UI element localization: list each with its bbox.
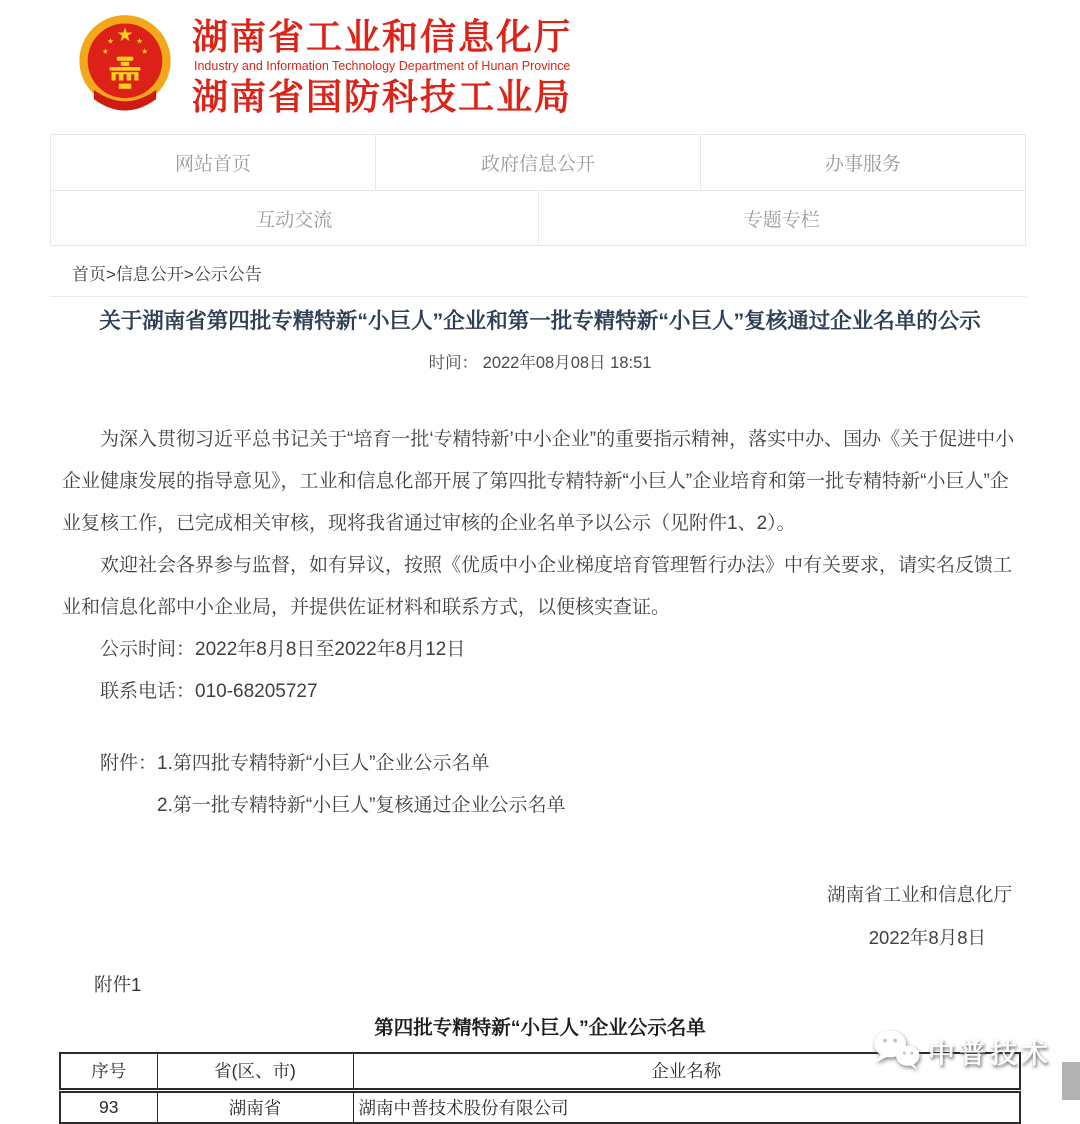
national-emblem-icon <box>72 11 178 123</box>
sign-date: 2022年8月8日 <box>868 927 986 948</box>
annex-table <box>59 1052 1021 1124</box>
cell-index: 93 <box>60 1090 157 1123</box>
nav-item-services[interactable]: 办事服务 <box>700 135 1025 190</box>
org-name-english: Industry and Information Technology Department of Hunan Province <box>194 59 571 73</box>
breadcrumb[interactable]: 首页>信息公开>公示公告 <box>72 265 262 284</box>
nav-row-1 <box>51 135 1025 190</box>
table-header-row <box>60 1053 1020 1090</box>
annex-table-title: 第四批专精特新“小巨人”企业公示名单 <box>374 1017 706 1039</box>
nav-item-gov-info[interactable]: 政府信息公开 <box>375 135 700 190</box>
paragraph-supervision: 欢迎社会各界参与监督，如有异议，按照《优质中小企业梯度培育管理暂行办法》中有关要求，请实名反馈工业和信息化部中小企业局，并提供佐证材料和联系方式，以便核实查证。 <box>62 555 1013 618</box>
signature-block <box>0 881 1012 950</box>
divider-line <box>50 296 1026 297</box>
paragraph-intro: 为深入贯彻习近平总书记关于“培育一批‘专精特新’中小企业”的重要指示精神，落实中办、国办《关于促进中小企业健康发展的指导意见》，工业和信息化部开展了第四批专精特新“小巨人”企业培育和第一批专精特新“小巨人”企业复核工作，已完成相关审核，现将我省通过审核的企业名单予以公示（见附件1、2）。 <box>62 429 1015 534</box>
scrollbar-thumb[interactable] <box>1062 1062 1080 1100</box>
publish-time: 时间： 2022年08月08日 18:51 <box>428 354 652 372</box>
table-row <box>60 1090 1020 1123</box>
nav-item-home[interactable]: 网站首页 <box>174 154 251 175</box>
col-header-company: 企业名称 <box>353 1053 1020 1090</box>
annex-label: 附件1 <box>94 974 142 995</box>
article-title: 关于湖南省第四批专精特新“小巨人”企业和第一批专精特新“小巨人”复核通过企业名单的公示 <box>99 309 981 333</box>
article-body <box>62 419 1018 827</box>
attachment-line-1: 附件：1.第四批专精特新“小巨人”企业公示名单 <box>100 753 490 774</box>
site-header <box>0 0 1080 124</box>
nav-item-special-topics[interactable]: 专题专栏 <box>538 191 1026 245</box>
nav-item-interaction[interactable]: 互动交流 <box>256 209 333 231</box>
nav-row-2 <box>51 190 1025 245</box>
org-names <box>192 17 572 117</box>
org-name-secondary: 湖南省国防科技工业局 <box>192 76 573 117</box>
paragraph-public-period: 公示时间：2022年8月8日至2022年8月12日 <box>100 639 466 660</box>
attachment-line-2: 2.第一批专精特新“小巨人”复核通过企业公示名单 <box>157 795 566 816</box>
watermark-text: 中普技术 <box>928 1039 1052 1069</box>
cell-province: 湖南省 <box>157 1090 353 1123</box>
signer-name: 湖南省工业和信息化厅 <box>826 884 1012 905</box>
main-nav <box>50 134 1026 246</box>
col-header-index: 序号 <box>60 1053 157 1090</box>
col-header-province: 省(区、市) <box>157 1053 353 1090</box>
cell-company: 湖南中普技术股份有限公司 <box>353 1090 1020 1123</box>
paragraph-contact-phone: 联系电话：010-68205727 <box>100 681 318 702</box>
org-name-primary: 湖南省工业和信息化厅 <box>192 16 573 57</box>
